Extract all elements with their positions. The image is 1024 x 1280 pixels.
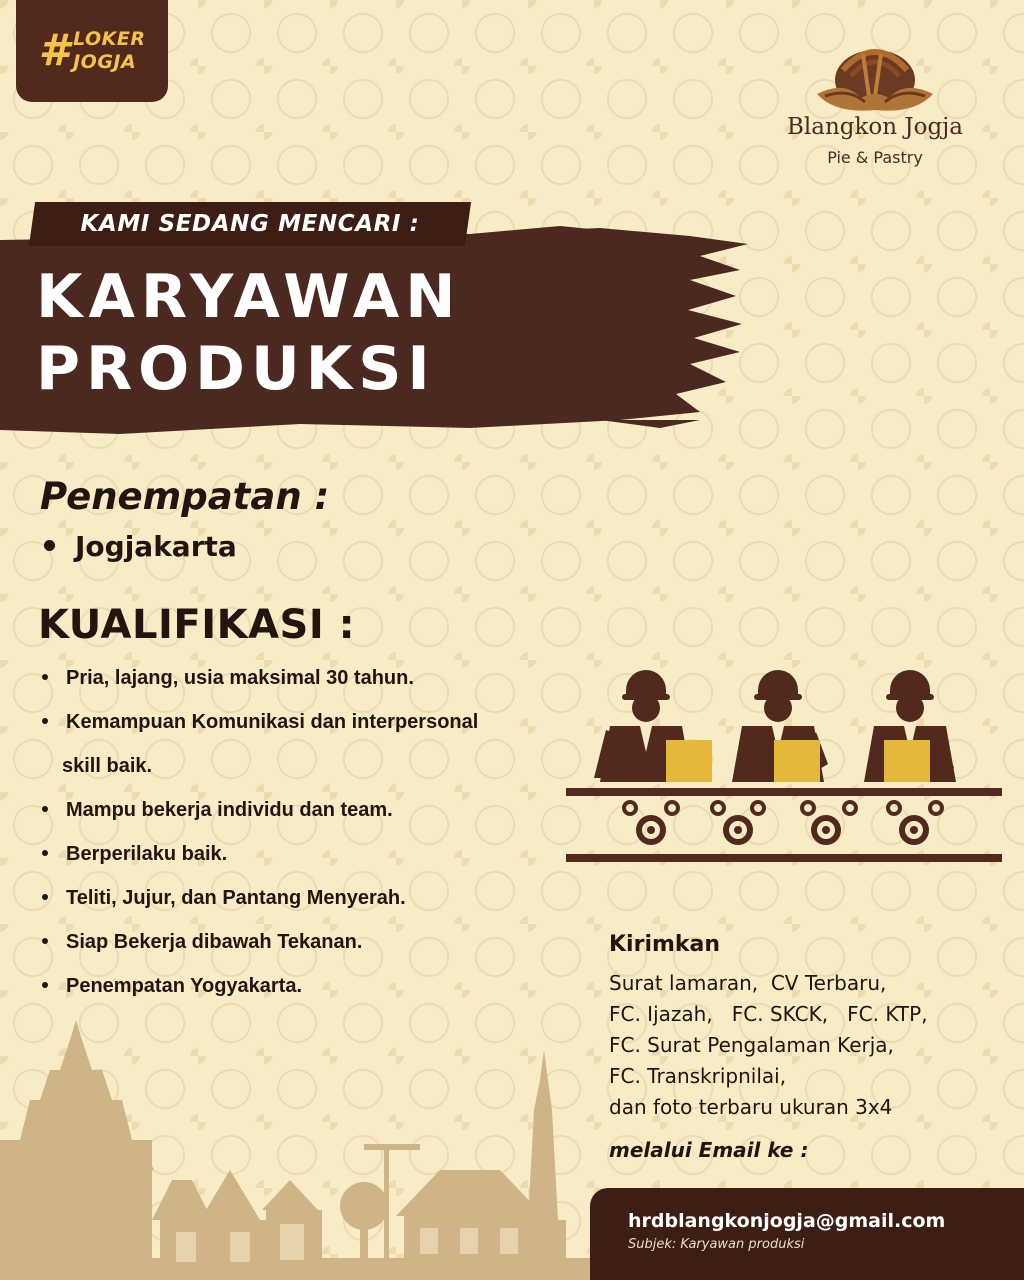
eyebrow-text: KAMI SEDANG MENCARI : [80,211,420,237]
list-item: Siap Bekerja dibawah Tekanan. [40,920,570,964]
placement-heading: Penempatan : [40,475,330,518]
list-item: Pria, lajang, usia maksimal 30 tahun. [40,656,570,700]
logo-name: Blangkon Jogja [786,114,964,140]
list-item: Teliti, Jujur, dan Pantang Menyerah. [40,876,570,920]
bullet-icon [42,674,48,680]
qualifications-heading: KUALIFIKASI : [38,602,356,648]
send-document-list [609,968,1009,1123]
job-title-line-1: KARYAWAN [36,262,462,332]
bullet-icon [42,850,48,856]
contact-email[interactable]: hrdblangkonjogja@gmail.com [628,1210,946,1232]
bullet-icon [42,718,48,724]
send-line: FC. Surat Pengalaman Kerja, [609,1033,894,1057]
list-item-continuation: skill baik. [62,755,153,777]
send-line: Surat lamaran, CV Terbaru, [609,971,887,995]
list-item: Penempatan Yogyakarta. [40,964,570,1008]
hashtag-line-2: JOGJA [73,51,137,73]
bullet-icon [42,938,48,944]
bullet-icon [44,540,55,551]
send-line: FC. Ijazah, FC. SKCK, FC. KTP, [609,1002,928,1026]
list-item: Mampu bekerja individu dan team. [40,788,570,832]
email-contact-box [590,1188,1024,1280]
job-title-line-2: PRODUKSI [36,334,436,404]
company-logo [760,40,990,180]
list-item: Berperilaku baik. [40,832,570,876]
placement-location [40,530,237,563]
factory-workers-icon [560,660,1010,870]
list-item: Kemampuan Komunikasi dan interpersonal [40,700,570,744]
city-skyline-icon [0,1020,600,1280]
email-via-label: melalui Email ke : [609,1138,809,1162]
bullet-icon [42,806,48,812]
bullet-icon [42,894,48,900]
bullet-icon [42,982,48,988]
hashtag-symbol: # [38,25,70,76]
send-line: FC. Transkripnilai, [609,1064,787,1088]
email-subject: Subjek: Karyawan produksi [628,1237,805,1252]
hashtag-badge [16,0,168,102]
send-line: dan foto terbaru ukuran 3x4 [609,1095,893,1119]
send-heading: Kirimkan [609,932,721,957]
logo-subtitle: Pie & Pastry [827,148,923,167]
blangkon-hat-icon [815,40,935,114]
conveyor-belt-icon [566,788,1002,862]
placement-location-text: Jogjakarta [75,530,237,563]
qualifications-list [40,656,570,1008]
hashtag-line-1: LOKER [73,28,146,50]
